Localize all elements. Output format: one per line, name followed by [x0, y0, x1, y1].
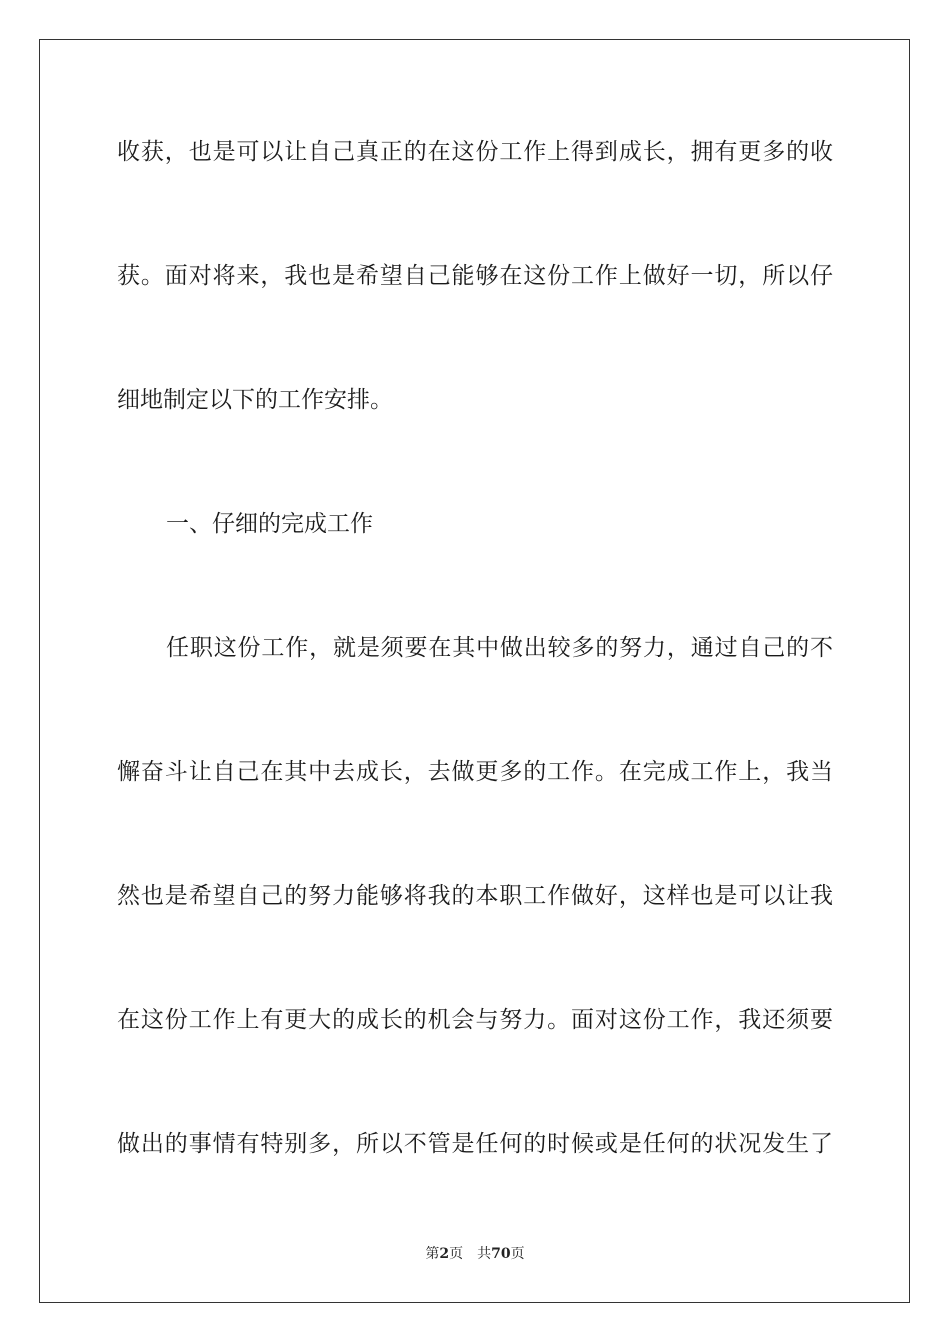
page-number: 2	[439, 1246, 450, 1262]
body-line-5: 任职这份工作，就是须要在其中做出较多的努力，通过自己的不	[166, 635, 833, 661]
page-border	[39, 39, 910, 1303]
body-line-1: 收获，也是可以让自己真正的在这份工作上得到成长，拥有更多的收	[117, 139, 833, 165]
section-heading: 一、仔细的完成工作	[166, 511, 373, 537]
body-line-7: 然也是希望自己的努力能够将我的本职工作做好，这样也是可以让我	[117, 883, 833, 909]
total-prefix: 共	[477, 1246, 492, 1262]
total-suffix: 页	[510, 1246, 525, 1262]
body-line-2: 获。面对将来，我也是希望自己能够在这份工作上做好一切，所以仔	[117, 263, 833, 289]
total-pages: 70	[491, 1246, 511, 1262]
body-line-6: 懈奋斗让自己在其中去成长，去做更多的工作。在完成工作上，我当	[117, 759, 833, 785]
body-line-8: 在这份工作上有更大的成长的机会与努力。面对这份工作，我还须要	[117, 1007, 833, 1033]
page-footer	[0, 1245, 950, 1263]
page-prefix: 第	[425, 1246, 440, 1262]
body-line-3: 细地制定以下的工作安排。	[117, 387, 393, 413]
body-line-9: 做出的事情有特别多，所以不管是任何的时候或是任何的状况发生了	[117, 1131, 833, 1157]
page-suffix: 页	[449, 1246, 464, 1262]
